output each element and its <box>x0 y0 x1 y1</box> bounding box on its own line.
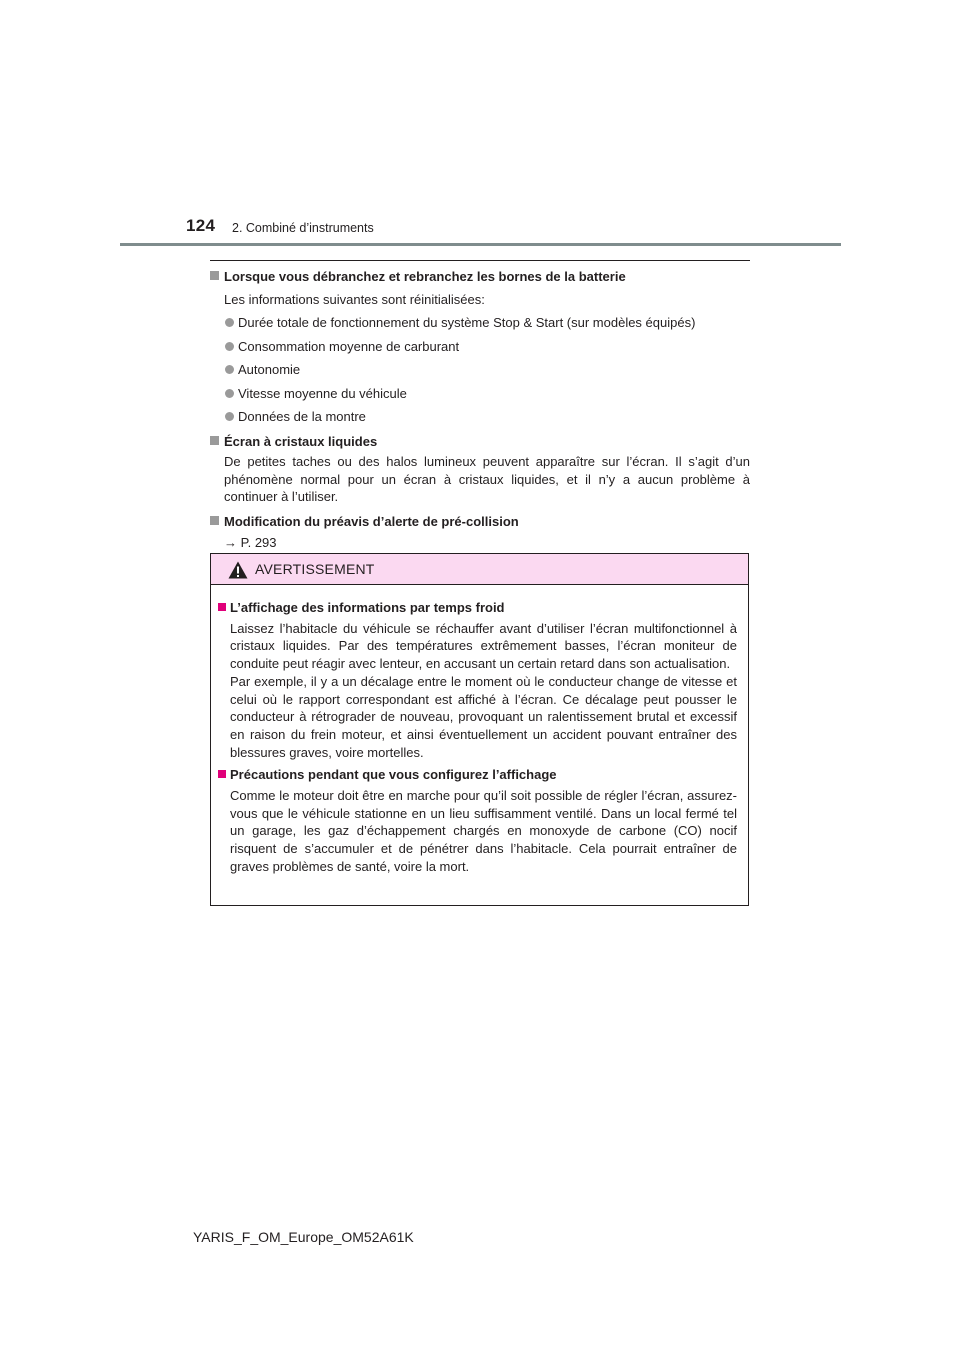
bullet-dot-icon <box>225 342 234 351</box>
list-item: Autonomie <box>224 361 750 379</box>
page-reference-link[interactable]: → P. 293 <box>224 535 277 550</box>
list-item: Vitesse moyenne du véhicule <box>224 385 750 403</box>
section-square-icon <box>210 271 219 280</box>
list-item: Durée totale de fonctionnement du système Stop & Start (sur modèles équipés) <box>224 314 750 332</box>
main-content <box>210 260 750 552</box>
section-title-lcd: Écran à cristaux liquides <box>210 433 750 451</box>
warning-triangle-icon <box>228 561 248 579</box>
bullet-dot-icon <box>225 318 234 327</box>
section-title-pre-collision: Modification du préavis d’alerte de pré-collision <box>210 513 750 531</box>
section-title-battery: Lorsque vous débranchez et rebranchez les bornes de la batterie <box>210 268 750 286</box>
content-divider <box>210 260 750 261</box>
bullet-dot-icon <box>225 389 234 398</box>
bullet-dot-icon <box>225 412 234 421</box>
section-text-lcd: De petites taches ou des halos lumineux peuvent apparaître sur l’écran. Il s’agit d’un phénomène normal pour un écran à cristaux liquides, et il n’y a aucun problème à continuer à l’utiliser. <box>224 454 750 504</box>
bullet-dot-icon <box>225 365 234 374</box>
warning-square-icon <box>218 603 226 611</box>
warning-item-text: Par exemple, il y a un décalage entre le moment où le conducteur change de vitesse et celui où le rapport correspondant est affiché à l’écran. Ce décalage peut pousser le conducteur à rétrograder de nouveau, provoquant un ralentissement brutal et excessif en raison du frein moteur, et ainsi éventuellement un accident pouvant entraîner des blessures graves, voire mortelles. <box>230 673 737 760</box>
header-divider <box>120 243 841 246</box>
warning-item-text: Comme le moteur doit être en marche pour qu’il soit possible de régler l’écran, assurez-vous que le véhicule stationne en un lieu suffisamment ventilé. Dans un local fermé tel un garage, les gaz d’échappement chargés en monoxyde de carbone (CO) nocif risquent de s’accumuler et de pénétrer dans l’habitacle. Cela pourrait entraîner de graves problèmes de santé, voire la mort. <box>230 788 737 874</box>
warning-item-title: L’affichage des informations par temps froid <box>218 599 737 617</box>
list-item: Données de la montre <box>224 408 750 426</box>
page-header <box>0 0 960 250</box>
page-number: 124 <box>186 216 216 235</box>
warning-item-text: Laissez l’habitacle du véhicule se réchauffer avant d’utiliser l’écran multifonctionnel à cristaux liquides. Par des températures extrêmement basses, l’écran moniteur de conduite peut réagir avec lenteur, en accusant un certain retard dans son actualisation. <box>230 620 737 672</box>
warning-item-title: Précautions pendant que vous configurez l’affichage <box>218 766 737 784</box>
footer-doc-id: YARIS_F_OM_Europe_OM52A61K <box>193 1229 414 1245</box>
section-square-icon <box>210 436 219 445</box>
warning-body <box>211 585 748 876</box>
list-item: Consommation moyenne de carburant <box>224 338 750 356</box>
section-intro: Les informations suivantes sont réinitialisées: <box>224 291 485 307</box>
warning-square-icon <box>218 770 226 778</box>
chapter-title: 2. Combiné d’instruments <box>232 221 374 235</box>
warning-header <box>211 554 748 585</box>
warning-box <box>210 553 749 906</box>
section-square-icon <box>210 516 219 525</box>
warning-label: AVERTISSEMENT <box>255 561 375 577</box>
